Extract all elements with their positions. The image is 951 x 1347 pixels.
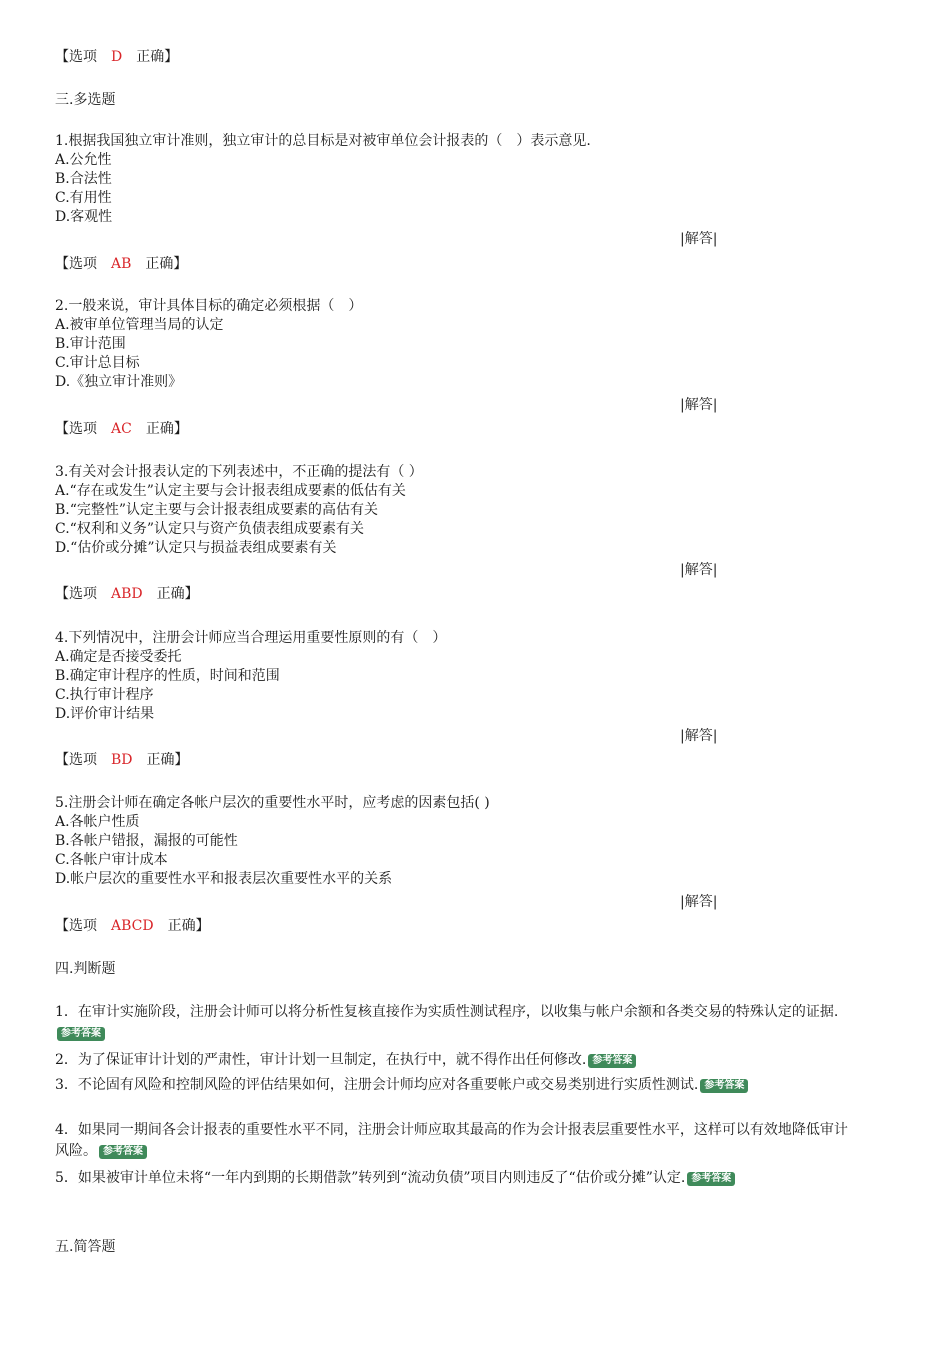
tf-item [55, 1002, 855, 1044]
question-stem: 5.注册会计师在确定各帐户层次的重要性水平时，应考虑的因素包括( ) [55, 795, 490, 811]
question-option: B.各帐户错报，漏报的可能性 [55, 833, 238, 849]
tf-item [55, 1075, 855, 1096]
answer-suffix: 正确】 [136, 49, 179, 65]
answer-suffix: 正确】 [145, 256, 188, 272]
answer-suffix: 正确】 [156, 586, 199, 602]
question-option: A.确定是否接受委托 [55, 649, 182, 665]
question-option: C.各帐户审计成本 [55, 852, 168, 868]
question-option: B.“完整性”认定主要与会计报表组成要素的高估有关 [55, 502, 379, 518]
answer-prefix: 【选项 [55, 256, 97, 272]
question-option: B.确定审计程序的性质，时间和范围 [55, 668, 280, 684]
question-option: C.执行审计程序 [55, 687, 154, 703]
question-stem: 2.一般来说，审计具体目标的确定必须根据（ ） [55, 298, 363, 314]
reference-answer-button[interactable]: 参考答案 [588, 1054, 636, 1068]
answer-prefix: 【选项 [55, 421, 97, 437]
answer-line [55, 420, 188, 439]
answer-value: D [111, 49, 123, 65]
answer-line-prev [55, 48, 178, 67]
answer-line [55, 751, 189, 770]
tf-item [55, 1050, 855, 1071]
tf-item-text: 4．如果同一期间各会计报表的重要性水平不同，注册会计师应取其最高的作为会计报表层重要性水平，这样可以有效地降低审计风险。 [55, 1122, 848, 1159]
reference-answer-button[interactable]: 参考答案 [57, 1027, 105, 1041]
answer-value: ABCD [111, 918, 154, 934]
answer-line [55, 585, 199, 604]
solution-link[interactable]: |解答| [680, 231, 718, 247]
answer-suffix: 正确】 [146, 752, 189, 768]
question-option: C.审计总目标 [55, 355, 140, 371]
answer-line [55, 917, 210, 936]
question-stem: 4.下列情况中，注册会计师应当合理运用重要性原则的有（ ） [55, 630, 447, 646]
question-option: D.“估价或分摊”认定只与损益表组成要素有关 [55, 540, 337, 556]
tf-item-text: 1．在审计实施阶段，注册会计师可以将分析性复核直接作为实质性测试程序，以收集与帐户余额和各类交易的特殊认定的证据. [55, 1004, 839, 1020]
question-stem: 3.有关对会计报表认定的下列表述中，不正确的提法有（ ） [55, 464, 423, 480]
answer-suffix: 正确】 [167, 918, 210, 934]
section-title-multi-choice: 三.多选题 [55, 92, 116, 108]
question-option: D.帐户层次的重要性水平和报表层次重要性水平的关系 [55, 871, 393, 887]
reference-answer-button[interactable]: 参考答案 [700, 1079, 748, 1093]
solution-link[interactable]: |解答| [680, 397, 718, 413]
tf-item-text: 5．如果被审计单位未将“一年内到期的长期借款”转列到“流动负债”项目内则违反了“估价或分摊”认定. [55, 1170, 686, 1186]
solution-link[interactable]: |解答| [680, 894, 718, 910]
question-option: B.合法性 [55, 171, 112, 187]
question-option: A.被审单位管理当局的认定 [55, 317, 224, 333]
answer-value: AC [111, 421, 132, 437]
question-option: C.“权利和义务”认定只与资产负债表组成要素有关 [55, 521, 364, 537]
section-title-true-false: 四.判断题 [55, 961, 116, 977]
question-option: C.有用性 [55, 190, 112, 206]
answer-line [55, 255, 187, 274]
answer-prefix: 【选项 [55, 752, 97, 768]
question-option: D.评价审计结果 [55, 706, 155, 722]
section-title-short-answer: 五.简答题 [55, 1239, 116, 1255]
solution-link[interactable]: |解答| [680, 728, 718, 744]
question-option: D.《独立审计准则》 [55, 374, 183, 390]
answer-prefix: 【选项 [55, 918, 97, 934]
answer-value: BD [111, 752, 133, 768]
tf-item-text: 2．为了保证审计计划的严肃性，审计计划一旦制定，在执行中，就不得作出任何修改. [55, 1052, 587, 1068]
solution-link[interactable]: |解答| [680, 562, 718, 578]
question-option: D.客观性 [55, 209, 113, 225]
tf-item [55, 1168, 855, 1189]
answer-prefix: 【选项 [55, 586, 97, 602]
question-stem: 1.根据我国独立审计准则，独立审计的总目标是对被审单位会计报表的（ ）表示意见. [55, 133, 591, 149]
question-option: A.公允性 [55, 152, 112, 168]
question-option: B.审计范围 [55, 336, 126, 352]
answer-prefix: 【选项 [55, 49, 97, 65]
answer-suffix: 正确】 [145, 421, 188, 437]
tf-item-text: 3．不论固有风险和控制风险的评估结果如何，注册会计师均应对各重要帐户或交易类别进行实质性测试. [55, 1077, 699, 1093]
reference-answer-button[interactable]: 参考答案 [99, 1145, 147, 1159]
question-option: A.各帐户性质 [55, 814, 140, 830]
tf-item [55, 1120, 855, 1162]
answer-value: ABD [111, 586, 143, 602]
answer-value: AB [111, 256, 132, 272]
reference-answer-button[interactable]: 参考答案 [687, 1172, 735, 1186]
question-option: A.“存在或发生”认定主要与会计报表组成要素的低估有关 [55, 483, 406, 499]
